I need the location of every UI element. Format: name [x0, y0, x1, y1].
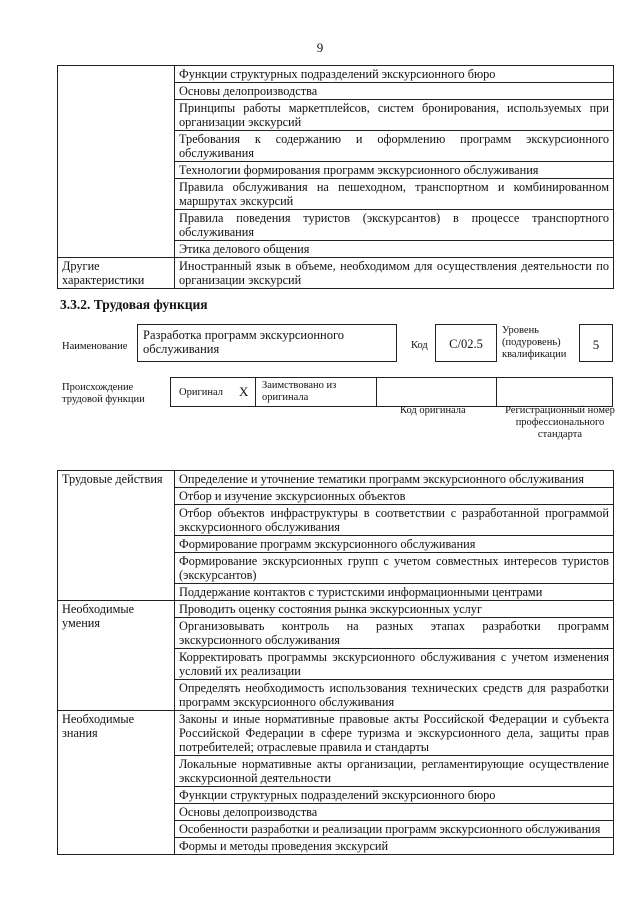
- level-value: 5: [592, 337, 600, 352]
- row-item: Правила обслуживания на пешеходном, транспортном и комбинированном маршрутах экскурсий: [175, 179, 614, 210]
- table-row: [58, 601, 614, 618]
- row-item: Формирование программ экскурсионного обслуживания: [175, 536, 614, 553]
- code-label: Код: [411, 340, 428, 351]
- row-item: Технологии формирования программ экскурсионного обслуживания: [175, 162, 614, 179]
- table-row: [58, 258, 614, 289]
- row-item: Особенности разработки и реализации программ экскурсионного обслуживания: [175, 821, 614, 838]
- row-item: Определение и уточнение тематики программ экскурсионного обслуживания: [175, 471, 614, 488]
- table-row: [58, 66, 614, 83]
- code-value: С/02.5: [449, 337, 483, 351]
- code-box: [435, 324, 497, 362]
- table-row: [58, 711, 614, 756]
- level-label: Уровень (подуровень) квалификации: [502, 325, 567, 360]
- row-item: Функции структурных подразделений экскурсионного бюро: [175, 66, 614, 83]
- original-label: Оригинал: [179, 387, 223, 398]
- row-label: Необходимые умения: [58, 601, 175, 711]
- row-item: Отбор и изучение экскурсионных объектов: [175, 488, 614, 505]
- row-item: Определять необходимость использования технических средств для разработки программ экскурсионного обслуживания: [175, 680, 614, 711]
- reg-number-label: Регистрационный номер профессионального стандарта: [505, 405, 615, 440]
- page-number: 9: [316, 40, 324, 55]
- original-mark: X: [239, 384, 249, 399]
- row-item: Локальные нормативные акты организации, регламентирующие осуществление экскурсионной деятельности: [175, 756, 614, 787]
- row-item: Организовывать контроль на разных этапах разработки программ экскурсионного обслуживания: [175, 618, 614, 649]
- section-heading: 3.3.2. Трудовая функция: [60, 297, 208, 312]
- row-item: Основы делопроизводства: [175, 804, 614, 821]
- origin-table: [170, 377, 613, 407]
- row-item: Правила поведения туристов (экскурсантов) в процессе транспортного обслуживания: [175, 210, 614, 241]
- level-box: [579, 324, 613, 362]
- row-item: Основы делопроизводства: [175, 83, 614, 100]
- row-label: Трудовые действия: [58, 471, 175, 601]
- origin-label: Происхождение трудовой функции: [62, 382, 145, 405]
- row-label: [58, 66, 175, 258]
- row-label: Необходимые знания: [58, 711, 175, 855]
- row-item: Принципы работы маркетплейсов, систем бронирования, используемых при организации экскурсий: [175, 100, 614, 131]
- row-item: Требования к содержанию и оформлению программ экскурсионного обслуживания: [175, 131, 614, 162]
- row-item: Законы и иные нормативные правовые акты Российской Федерации и субъекта Российской Федерации в сфере туризма и экскурсионного дела, защиты прав потребителей; отраслевые правила и стандарты: [175, 711, 614, 756]
- row-label: Другие характеристики: [58, 258, 175, 289]
- row-item: Корректировать программы экскурсионного обслуживания с учетом изменения условий их реализации: [175, 649, 614, 680]
- table-row: [58, 471, 614, 488]
- row-item: Иностранный язык в объеме, необходимом для осуществления деятельности по организации экскурсий: [175, 258, 614, 289]
- row-item: Отбор объектов инфраструктуры в соответствии с разработанной программой экскурсионного обслуживания: [175, 505, 614, 536]
- code-original-label: Код оригинала: [400, 405, 466, 416]
- labor-function-table: [57, 470, 614, 855]
- knowledge-table-continued: [57, 65, 614, 289]
- row-item: Проводить оценку состояния рынка экскурсионных услуг: [175, 601, 614, 618]
- name-label: Наименование: [62, 341, 128, 352]
- row-item: Формы и методы проведения экскурсий: [175, 838, 614, 855]
- row-item: Формирование экскурсионных групп с учетом совместных интересов туристов (экскурсантов): [175, 553, 614, 584]
- name-value: Разработка программ экскурсионного обслуживания: [143, 328, 345, 356]
- row-item: Этика делового общения: [175, 241, 614, 258]
- name-box: [137, 324, 397, 362]
- borrowed-label: Заимствовано из оригинала: [262, 380, 337, 403]
- row-item: Функции структурных подразделений экскурсионного бюро: [175, 787, 614, 804]
- row-item: Поддержание контактов с туристскими информационными центрами: [175, 584, 614, 601]
